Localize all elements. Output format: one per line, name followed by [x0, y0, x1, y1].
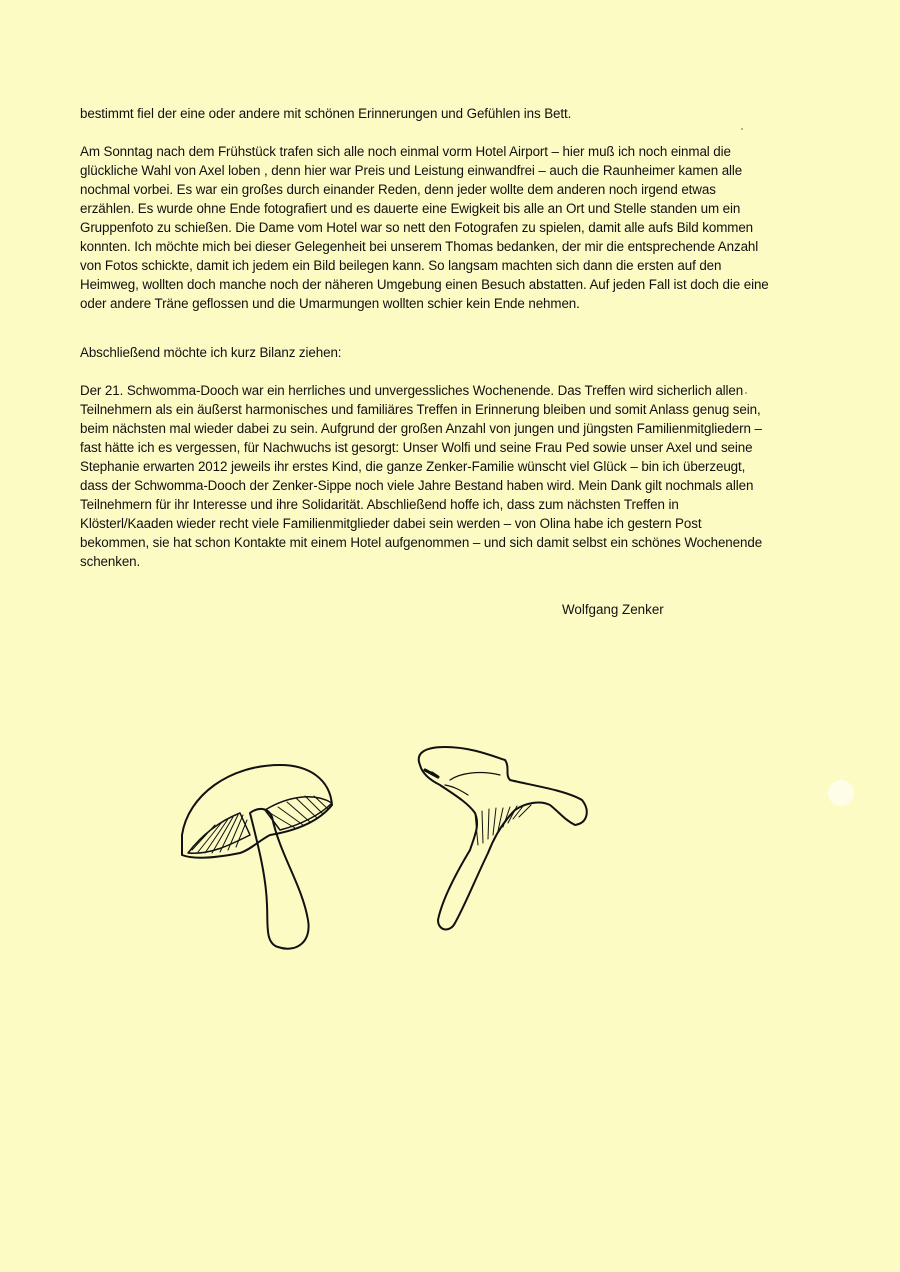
mushroom-illustration: [170, 735, 610, 965]
right-mushroom: [419, 747, 587, 929]
paragraph-summary: Der 21. Schwomma-Dooch war ein herrliches und unvergessliches Wochenende. Das Treffen wird sicherlich allen Teilnehmern als ein äußerst harmonisches und familiäres Treffen in Erinnerung bleiben und somit Anlass genug sein, beim nächsten mal wieder dabei zu sein. Aufgrund der großen Anzahl von jungen und jüngsten Familienmitgliedern – fast hätte ich es vergessen, für Nachwuchs ist gesorgt: Unser Wolfi und seine Frau Ped sowie unser Axel und seine Stephanie erwarten 2012 jeweils ihr erstes Kind, die ganze Zenker-Familie wünscht viel Glück – bin ich überzeugt, dass der Schwomma-Dooch der Zenker-Sippe noch viele Jahre Bestand haben wird. Mein Dank gilt nochmals allen Teilnehmern für ihr Interesse und ihre Solidarität. Abschließend hoffe ich, dass zum nächsten Treffen in Klösterl/Kaaden wieder recht viele Familienmitglieder dabei sein werden – von Olina habe ich gestern Post bekommen, sie hat schon Kontakte mit einem Hotel aufgenommen – und sich damit selbst ein schönes Wochenende schenken.: [80, 383, 763, 569]
signature: Wolfgang Zenker: [562, 602, 664, 617]
paragraph-sunday-farewell: Am Sonntag nach dem Frühstück trafen sich alle noch einmal vorm Hotel Airport – hier muß ich noch einmal die glückliche Wahl von Axel loben , denn hier war Preis und Leistung einwandfrei – auch die Raunheimer kamen alle nochmal vorbei. Es war ein großes durch einander Reden, denn jeder wollte dem anderen noch irgend etwas erzählen. Es wurde ohne Ende fotografiert und es dauerte eine Ewigkeit bis alle an Ort und Stelle standen um ein Gruppenfoto zu schießen. Die Dame vom Hotel war so nett den Fotografen zu spielen, damit alle aufs Bild kommen konnten. Ich möchte mich bei dieser Gelegenheit bei unserem Thomas bedanken, der mir die entsprechende Anzahl von Fotos schickte, damit ich jedem ein Bild beilegen kann. So langsam machten sich dann die ersten auf den Heimweg, wollten doch manche noch der näheren Umgebung einen Besuch abstatten. Auf jeden Fall ist doch die eine oder andere Träne geflossen und die Umarmungen wollten schier kein Ende nehmen.: [80, 144, 769, 311]
scan-speck: [741, 128, 743, 130]
punch-hole: [828, 780, 854, 806]
left-mushroom: [182, 765, 332, 949]
paragraph-closing-evening: bestimmt fiel der eine oder andere mit schönen Erinnerungen und Gefühlen ins Bett.: [80, 106, 572, 121]
paragraph-summary-heading: Abschließend möchte ich kurz Bilanz ziehen:: [80, 345, 342, 360]
scan-speck: [745, 392, 747, 394]
